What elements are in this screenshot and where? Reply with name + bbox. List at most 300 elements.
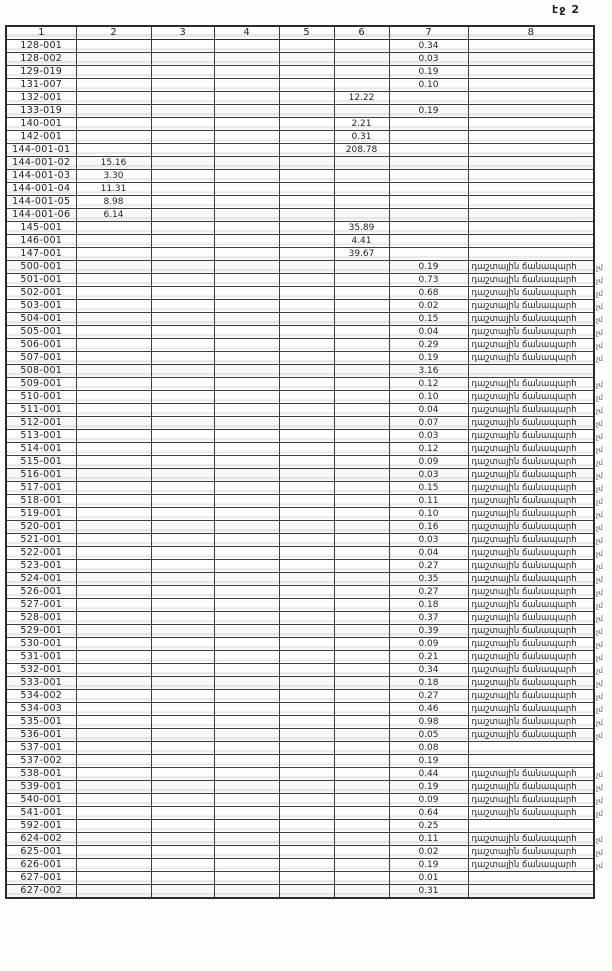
table-row bbox=[6, 53, 594, 66]
cell-col5 bbox=[279, 573, 334, 586]
cell-col4 bbox=[214, 807, 279, 820]
cell-col7-value bbox=[389, 222, 468, 235]
cell-col5 bbox=[279, 144, 334, 157]
cell-col4 bbox=[214, 313, 279, 326]
cell-col7-value: 0.27 bbox=[389, 586, 468, 599]
cell-col7-value: 0.19 bbox=[389, 755, 468, 768]
cell-col4 bbox=[214, 742, 279, 755]
cell-parcel-code: 144-001-06 bbox=[6, 209, 76, 222]
table-row bbox=[6, 729, 594, 742]
cell-col4 bbox=[214, 729, 279, 742]
cell-land-use: դաշտային ճանապարհ չմ bbox=[468, 846, 594, 859]
margin-note: չմ bbox=[596, 524, 603, 532]
header-cell-5: 5 bbox=[279, 26, 334, 40]
cell-col3 bbox=[151, 482, 214, 495]
data-table bbox=[5, 25, 603, 899]
cell-col4 bbox=[214, 157, 279, 170]
cell-col4 bbox=[214, 261, 279, 274]
header-cell-8: 8 bbox=[468, 26, 594, 40]
cell-parcel-code: 128-002 bbox=[6, 53, 76, 66]
cell-parcel-code: 624-002 bbox=[6, 833, 76, 846]
cell-col4 bbox=[214, 534, 279, 547]
cell-col5 bbox=[279, 248, 334, 261]
cell-land-use: դաշտային ճանապարհ չմ bbox=[468, 261, 594, 274]
margin-note: չմ bbox=[596, 797, 603, 805]
table-row bbox=[6, 339, 594, 352]
cell-col7-value: 0.16 bbox=[389, 521, 468, 534]
table-row bbox=[6, 482, 594, 495]
cell-col3 bbox=[151, 599, 214, 612]
cell-col2-value bbox=[76, 274, 151, 287]
cell-col6-value bbox=[334, 677, 389, 690]
cell-col2-value bbox=[76, 703, 151, 716]
margin-note: չմ bbox=[596, 667, 603, 675]
cell-col7-value bbox=[389, 157, 468, 170]
cell-col4 bbox=[214, 664, 279, 677]
cell-col7-value: 0.03 bbox=[389, 534, 468, 547]
cell-parcel-code: 146-001 bbox=[6, 235, 76, 248]
table-row bbox=[6, 79, 594, 92]
cell-col6-value bbox=[334, 521, 389, 534]
cell-col2-value bbox=[76, 560, 151, 573]
table-row bbox=[6, 703, 594, 716]
cell-col5 bbox=[279, 443, 334, 456]
cell-land-use: դաշտային ճանապարհ չմ bbox=[468, 625, 594, 638]
cell-col3 bbox=[151, 625, 214, 638]
table-row bbox=[6, 222, 594, 235]
table-row bbox=[6, 456, 594, 469]
cell-col5 bbox=[279, 170, 334, 183]
cell-land-use: դաշտային ճանապարհ չմ bbox=[468, 482, 594, 495]
cell-col3 bbox=[151, 235, 214, 248]
cell-parcel-code: 523-001 bbox=[6, 560, 76, 573]
cell-parcel-code: 517-001 bbox=[6, 482, 76, 495]
cell-col7-value: 0.08 bbox=[389, 742, 468, 755]
cell-parcel-code: 144-001-02 bbox=[6, 157, 76, 170]
cell-parcel-code: 627-001 bbox=[6, 872, 76, 885]
cell-col2-value bbox=[76, 417, 151, 430]
cell-col3 bbox=[151, 40, 214, 53]
cell-col4 bbox=[214, 625, 279, 638]
table-row bbox=[6, 235, 594, 248]
table-row bbox=[6, 404, 594, 417]
cell-col7-value: 0.27 bbox=[389, 560, 468, 573]
table-row bbox=[6, 521, 594, 534]
cell-col2-value bbox=[76, 144, 151, 157]
cell-parcel-code: 514-001 bbox=[6, 443, 76, 456]
cell-land-use: դաշտային ճանապարհ չմ bbox=[468, 794, 594, 807]
cell-col3 bbox=[151, 560, 214, 573]
cell-col2-value bbox=[76, 261, 151, 274]
cell-col2-value bbox=[76, 300, 151, 313]
cell-land-use bbox=[468, 66, 594, 79]
cell-col6-value bbox=[334, 365, 389, 378]
cell-col3 bbox=[151, 157, 214, 170]
cell-col3 bbox=[151, 664, 214, 677]
cell-col4 bbox=[214, 755, 279, 768]
cell-col6-value bbox=[334, 287, 389, 300]
cell-col5 bbox=[279, 521, 334, 534]
cell-col6-value bbox=[334, 794, 389, 807]
cell-col3 bbox=[151, 768, 214, 781]
cell-col2-value bbox=[76, 40, 151, 53]
cell-land-use: դաշտային ճանապարհ չմ bbox=[468, 664, 594, 677]
cell-col3 bbox=[151, 872, 214, 885]
cell-col6-value bbox=[334, 872, 389, 885]
cell-col3 bbox=[151, 66, 214, 79]
cell-col4 bbox=[214, 53, 279, 66]
table-row bbox=[6, 183, 594, 196]
cell-col2-value bbox=[76, 820, 151, 833]
cell-parcel-code: 509-001 bbox=[6, 378, 76, 391]
cell-col5 bbox=[279, 612, 334, 625]
cell-col7-value: 0.02 bbox=[389, 846, 468, 859]
cell-col3 bbox=[151, 378, 214, 391]
cell-col6-value bbox=[334, 547, 389, 560]
cell-col5 bbox=[279, 859, 334, 872]
table-row bbox=[6, 586, 594, 599]
cell-col3 bbox=[151, 365, 214, 378]
cell-col6-value bbox=[334, 638, 389, 651]
margin-note: չմ bbox=[596, 732, 603, 740]
margin-note: չմ bbox=[596, 706, 603, 714]
cell-col5 bbox=[279, 846, 334, 859]
margin-note: չմ bbox=[596, 680, 603, 688]
cell-col4 bbox=[214, 300, 279, 313]
cell-land-use bbox=[468, 105, 594, 118]
cell-col6-value bbox=[334, 846, 389, 859]
cell-col5 bbox=[279, 820, 334, 833]
cell-col5 bbox=[279, 404, 334, 417]
cell-col3 bbox=[151, 677, 214, 690]
cell-col6-value bbox=[334, 326, 389, 339]
cell-col2-value bbox=[76, 53, 151, 66]
cell-col2-value bbox=[76, 430, 151, 443]
table-row bbox=[6, 417, 594, 430]
margin-note: չմ bbox=[596, 485, 603, 493]
cell-col3 bbox=[151, 729, 214, 742]
cell-col7-value: 0.09 bbox=[389, 794, 468, 807]
cell-col7-value: 0.98 bbox=[389, 716, 468, 729]
cell-parcel-code: 512-001 bbox=[6, 417, 76, 430]
cell-col3 bbox=[151, 313, 214, 326]
cell-col2-value bbox=[76, 521, 151, 534]
cell-col5 bbox=[279, 469, 334, 482]
cell-col4 bbox=[214, 560, 279, 573]
table-row bbox=[6, 534, 594, 547]
header-cell-7: 7 bbox=[389, 26, 468, 40]
cell-col4 bbox=[214, 521, 279, 534]
cell-land-use: դաշտային ճանապարհ չմ bbox=[468, 729, 594, 742]
cell-col3 bbox=[151, 690, 214, 703]
cell-parcel-code: 534-002 bbox=[6, 690, 76, 703]
cell-col5 bbox=[279, 456, 334, 469]
margin-note: չմ bbox=[596, 576, 603, 584]
cell-parcel-code: 540-001 bbox=[6, 794, 76, 807]
cell-col5 bbox=[279, 742, 334, 755]
cell-land-use bbox=[468, 209, 594, 222]
cell-col6-value bbox=[334, 807, 389, 820]
cell-col7-value: 0.18 bbox=[389, 599, 468, 612]
cell-col5 bbox=[279, 131, 334, 144]
cell-col4 bbox=[214, 92, 279, 105]
cell-land-use bbox=[468, 157, 594, 170]
cell-land-use: դաշտային ճանապարհ չմ bbox=[468, 391, 594, 404]
table-row bbox=[6, 560, 594, 573]
cell-land-use bbox=[468, 92, 594, 105]
cell-col4 bbox=[214, 183, 279, 196]
cell-col5 bbox=[279, 417, 334, 430]
table-body bbox=[6, 40, 603, 899]
cell-col6-value bbox=[334, 391, 389, 404]
cell-parcel-code: 527-001 bbox=[6, 599, 76, 612]
cell-col3 bbox=[151, 326, 214, 339]
cell-parcel-code: 507-001 bbox=[6, 352, 76, 365]
cell-land-use bbox=[468, 196, 594, 209]
margin-note: չմ bbox=[596, 342, 603, 350]
table-row bbox=[6, 378, 594, 391]
cell-land-use: դաշտային ճանապարհ չմ bbox=[468, 521, 594, 534]
margin-note: չմ bbox=[596, 654, 603, 662]
cell-col5 bbox=[279, 651, 334, 664]
cell-col4 bbox=[214, 196, 279, 209]
cell-col7-value bbox=[389, 92, 468, 105]
cell-parcel-code: 501-001 bbox=[6, 274, 76, 287]
cell-col3 bbox=[151, 118, 214, 131]
cell-land-use bbox=[468, 742, 594, 755]
table-row bbox=[6, 612, 594, 625]
cell-col6-value: 39.67 bbox=[334, 248, 389, 261]
cell-col5 bbox=[279, 326, 334, 339]
cell-col7-value: 0.11 bbox=[389, 495, 468, 508]
cell-col3 bbox=[151, 79, 214, 92]
margin-note: չմ bbox=[596, 446, 603, 454]
margin-note: չմ bbox=[596, 771, 603, 779]
cell-land-use: դաշտային ճանապարհ չմ bbox=[468, 378, 594, 391]
cell-col6-value bbox=[334, 300, 389, 313]
cell-col2-value bbox=[76, 859, 151, 872]
margin-note: չմ bbox=[596, 810, 603, 818]
cell-col6-value bbox=[334, 755, 389, 768]
cell-col2-value bbox=[76, 131, 151, 144]
cell-land-use: դաշտային ճանապարհ չմ bbox=[468, 586, 594, 599]
cell-land-use bbox=[468, 131, 594, 144]
cell-col2-value bbox=[76, 326, 151, 339]
cell-col4 bbox=[214, 144, 279, 157]
cell-col6-value bbox=[334, 859, 389, 872]
table-row bbox=[6, 274, 594, 287]
cell-parcel-code: 504-001 bbox=[6, 313, 76, 326]
cell-col7-value bbox=[389, 118, 468, 131]
cell-col2-value bbox=[76, 625, 151, 638]
table-row bbox=[6, 755, 594, 768]
cell-col3 bbox=[151, 547, 214, 560]
cell-col5 bbox=[279, 300, 334, 313]
cell-col5 bbox=[279, 781, 334, 794]
cell-col6-value bbox=[334, 599, 389, 612]
cell-col2-value bbox=[76, 664, 151, 677]
table-row bbox=[6, 209, 594, 222]
cell-col4 bbox=[214, 794, 279, 807]
margin-note: չմ bbox=[596, 602, 603, 610]
cell-col7-value: 0.46 bbox=[389, 703, 468, 716]
cell-land-use: դաշտային ճանապարհ չմ bbox=[468, 287, 594, 300]
header-cell-1: 1 bbox=[6, 26, 76, 40]
margin-note: չմ bbox=[596, 498, 603, 506]
table-row bbox=[6, 807, 594, 820]
cell-col7-value: 0.34 bbox=[389, 40, 468, 53]
cell-col7-value: 0.15 bbox=[389, 313, 468, 326]
cell-col3 bbox=[151, 209, 214, 222]
cell-col7-value: 0.04 bbox=[389, 404, 468, 417]
cell-col7-value: 0.39 bbox=[389, 625, 468, 638]
margin-note: չմ bbox=[596, 264, 603, 272]
cell-col3 bbox=[151, 287, 214, 300]
cell-parcel-code: 538-001 bbox=[6, 768, 76, 781]
cell-parcel-code: 147-001 bbox=[6, 248, 76, 261]
cell-col4 bbox=[214, 287, 279, 300]
cell-col6-value: 2.21 bbox=[334, 118, 389, 131]
table-row bbox=[6, 261, 594, 274]
cell-col7-value: 0.31 bbox=[389, 885, 468, 899]
margin-note: չմ bbox=[596, 394, 603, 402]
cell-col5 bbox=[279, 586, 334, 599]
cell-col2-value bbox=[76, 716, 151, 729]
cell-parcel-code: 511-001 bbox=[6, 404, 76, 417]
margin-note: չմ bbox=[596, 719, 603, 727]
cell-col5 bbox=[279, 261, 334, 274]
table-row bbox=[6, 326, 594, 339]
cell-col6-value bbox=[334, 625, 389, 638]
cell-col3 bbox=[151, 703, 214, 716]
cell-col7-value: 0.05 bbox=[389, 729, 468, 742]
cell-col4 bbox=[214, 508, 279, 521]
cell-col4 bbox=[214, 820, 279, 833]
cell-col4 bbox=[214, 248, 279, 261]
cell-parcel-code: 533-001 bbox=[6, 677, 76, 690]
cell-col5 bbox=[279, 599, 334, 612]
cell-col3 bbox=[151, 105, 214, 118]
cell-col6-value bbox=[334, 209, 389, 222]
cell-col2-value bbox=[76, 469, 151, 482]
cell-col7-value: 0.19 bbox=[389, 859, 468, 872]
cell-land-use bbox=[468, 170, 594, 183]
cell-parcel-code: 144-001-01 bbox=[6, 144, 76, 157]
table-row bbox=[6, 118, 594, 131]
cell-land-use: դաշտային ճանապարհ չմ bbox=[468, 456, 594, 469]
cell-col2-value bbox=[76, 352, 151, 365]
cell-col7-value: 0.04 bbox=[389, 326, 468, 339]
cell-col4 bbox=[214, 469, 279, 482]
cell-col7-value: 0.10 bbox=[389, 508, 468, 521]
cell-land-use: դաշտային ճանապարհ չմ bbox=[468, 469, 594, 482]
cell-parcel-code: 526-001 bbox=[6, 586, 76, 599]
cell-col2-value bbox=[76, 846, 151, 859]
table-row bbox=[6, 105, 594, 118]
table-row bbox=[6, 313, 594, 326]
cell-col3 bbox=[151, 534, 214, 547]
cell-col5 bbox=[279, 560, 334, 573]
cell-land-use: դաշտային ճանապարհ չմ bbox=[468, 404, 594, 417]
cell-col4 bbox=[214, 274, 279, 287]
cell-parcel-code: 627-002 bbox=[6, 885, 76, 899]
margin-note: չմ bbox=[596, 693, 603, 701]
cell-col4 bbox=[214, 599, 279, 612]
cell-col5 bbox=[279, 352, 334, 365]
cell-col2-value bbox=[76, 638, 151, 651]
cell-land-use: դաշտային ճանապարհ չմ bbox=[468, 638, 594, 651]
cell-col5 bbox=[279, 235, 334, 248]
cell-parcel-code: 537-001 bbox=[6, 742, 76, 755]
table-row bbox=[6, 885, 594, 899]
cell-col5 bbox=[279, 92, 334, 105]
cell-col2-value bbox=[76, 807, 151, 820]
cell-col5 bbox=[279, 222, 334, 235]
cell-col7-value: 0.10 bbox=[389, 391, 468, 404]
cell-col6-value bbox=[334, 53, 389, 66]
cell-col4 bbox=[214, 417, 279, 430]
cell-col6-value bbox=[334, 534, 389, 547]
table-row bbox=[6, 170, 594, 183]
table-row bbox=[6, 547, 594, 560]
cell-col6-value bbox=[334, 430, 389, 443]
cell-col6-value bbox=[334, 469, 389, 482]
cell-col6-value: 12.22 bbox=[334, 92, 389, 105]
cell-col4 bbox=[214, 235, 279, 248]
cell-col6-value bbox=[334, 703, 389, 716]
cell-col6-value bbox=[334, 170, 389, 183]
table-row bbox=[6, 300, 594, 313]
cell-col3 bbox=[151, 716, 214, 729]
cell-col7-value: 0.19 bbox=[389, 352, 468, 365]
cell-col5 bbox=[279, 872, 334, 885]
cell-col3 bbox=[151, 521, 214, 534]
cell-col2-value bbox=[76, 482, 151, 495]
cell-col4 bbox=[214, 391, 279, 404]
cell-parcel-code: 144-001-04 bbox=[6, 183, 76, 196]
cell-col3 bbox=[151, 339, 214, 352]
margin-note: չմ bbox=[596, 641, 603, 649]
margin-note: չմ bbox=[596, 290, 603, 298]
cell-col6-value bbox=[334, 781, 389, 794]
cell-col2-value bbox=[76, 794, 151, 807]
cell-col6-value bbox=[334, 833, 389, 846]
cell-col2-value bbox=[76, 222, 151, 235]
cell-col2-value: 6.14 bbox=[76, 209, 151, 222]
cell-col5 bbox=[279, 833, 334, 846]
table-row bbox=[6, 287, 594, 300]
cell-col5 bbox=[279, 690, 334, 703]
cell-col3 bbox=[151, 170, 214, 183]
margin-note: չմ bbox=[596, 550, 603, 558]
cell-col5 bbox=[279, 677, 334, 690]
margin-note: չմ bbox=[596, 537, 603, 545]
cell-col5 bbox=[279, 378, 334, 391]
cell-col3 bbox=[151, 573, 214, 586]
cell-col3 bbox=[151, 638, 214, 651]
cell-parcel-code: 503-001 bbox=[6, 300, 76, 313]
cell-land-use: դաշտային ճանապարհ չմ bbox=[468, 690, 594, 703]
cell-col2-value bbox=[76, 365, 151, 378]
cell-parcel-code: 518-001 bbox=[6, 495, 76, 508]
cell-col5 bbox=[279, 66, 334, 79]
cell-col2-value bbox=[76, 92, 151, 105]
cell-col4 bbox=[214, 846, 279, 859]
cell-col3 bbox=[151, 885, 214, 899]
cell-col2-value bbox=[76, 339, 151, 352]
cell-col5 bbox=[279, 313, 334, 326]
cell-col2-value bbox=[76, 872, 151, 885]
